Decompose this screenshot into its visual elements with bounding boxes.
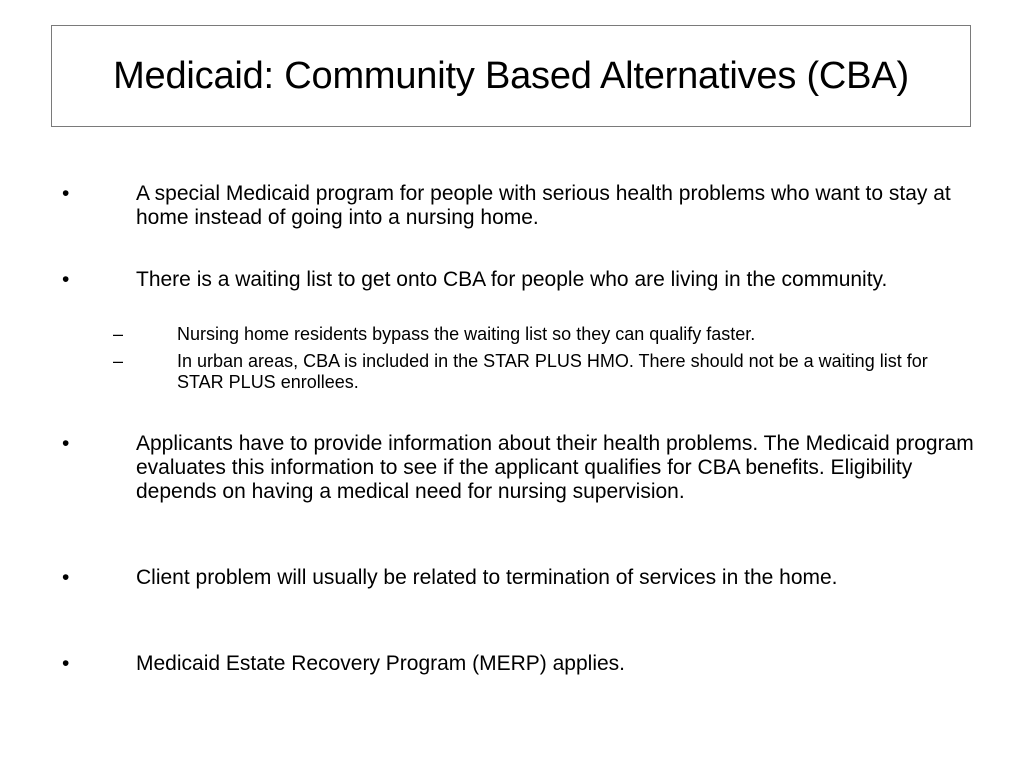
bullet-marker: •	[62, 182, 70, 205]
sub-bullet-text: Nursing home residents bypass the waiting list so they can qualify faster.	[177, 324, 756, 344]
sub-bullet-marker: –	[113, 324, 124, 344]
bullet-marker: •	[62, 652, 70, 675]
bullet-text: There is a waiting list to get onto CBA for people who are living in the community.	[136, 268, 888, 291]
sub-bullet-marker: –	[113, 351, 124, 371]
sub-bullet-text: In urban areas, CBA is included in the STAR PLUS HMO. There should not be a waiting list for STAR PLUS enrollees.	[177, 351, 928, 392]
bullet-text: A special Medicaid program for people with serious health problems who want to stay at home instead of going into a nursing home.	[136, 182, 951, 229]
bullet-marker: •	[62, 268, 70, 291]
bullet-marker: •	[62, 432, 70, 455]
bullet-marker: •	[62, 566, 70, 589]
slide-title: Medicaid: Community Based Alternatives (CBA)	[113, 55, 909, 97]
bullet-text: Medicaid Estate Recovery Program (MERP) applies.	[136, 652, 626, 675]
bullet-text: Applicants have to provide information about their health problems. The Medicaid program evaluates this information to see if the applicant qualifies for CBA benefits. Eligibility depends on having a medical need for nursing supervision.	[136, 432, 974, 503]
bullet-text: Client problem will usually be related to termination of services in the home.	[136, 566, 838, 589]
